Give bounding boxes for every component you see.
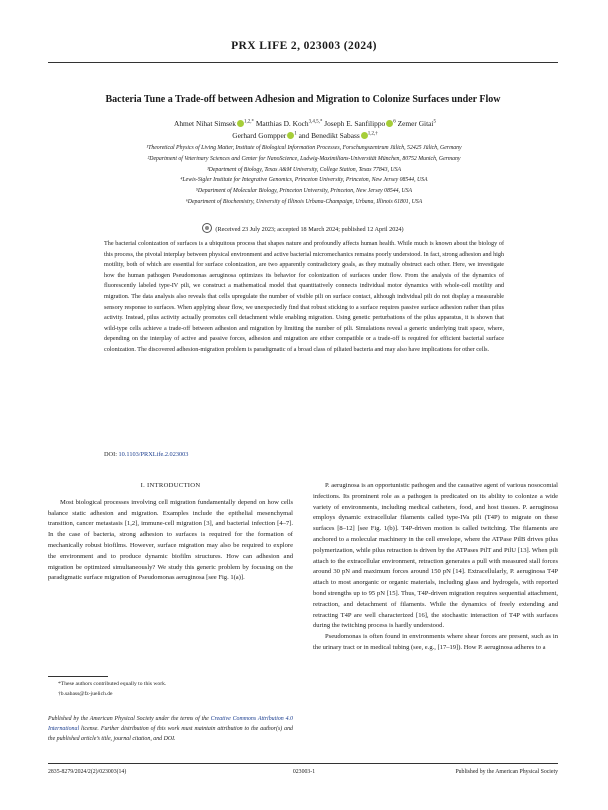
affiliation: ⁵Department of Molecular Biology, Princeton University, Princeton, New Jersey 08544, USA <box>195 188 413 195</box>
author-affil-sup: 6 <box>393 119 396 125</box>
author-affil-sup: 1 <box>294 131 297 137</box>
orcid-icon[interactable] <box>237 120 244 127</box>
license-link[interactable]: Creative Commons Attribution 4.0 International <box>48 716 293 733</box>
doi-link[interactable]: 10.1103/PRXLife.2.023003 <box>118 451 189 458</box>
section-heading: I. INTRODUCTION <box>140 482 201 489</box>
affiliation: ⁴Lewis-Sigler Institute for Integrative Genomics, Princeton University, Princeton, New Jersey 08544, USA <box>180 177 428 184</box>
abstract: The bacterial colonization of surfaces is a ubiquitous process that shapes nature and profoundly affects human health. While much is known about the biology of this process, the pivotal interplay between physical environment and active bacterial micromechanics remains poorly understood. In fact, strong adhesion and high motility, both of which are essential for surface colonization, are two apparently contradictory goals, as they mutually obstruct each other. Here, we investigate how the human pathogen Pseudomonas aeruginosa optimizes its behavior for colonization of surfaces under flow. From the analysis of the dynamics of fluorescently labeled type-IV pili, we construct a mathematical model that quantitatively connects individual motor dynamics with whole-cell motility and migration. The data analysis also reveals that cells upregulate the number of visible pili on surface contact, although individual pili do not display a measurable sensory response to surfaces. When applying shear flow, we unexpectedly find that robust sticking to a surface requires passive surface adhesion rather than pilus activity. Instead, pilus activity actually promotes cell detachment while enabling migration. Using genetic perturbations of the pilus apparatus, it is shown that wild-type cells achieve a trade-off between adhesion and migration by limiting the number of pili. Simulations reveal a generic underlying trait space, where, depending on the interplay of active and passive forces, adhesion and migration are either compatible or a trade-off is required for efficient bacterial surface colonization. The discovered adhesion-migration problem is paradigmatic of a broad class of piliated bacteria and may also have implications for other cells. <box>104 241 504 353</box>
header-rule <box>48 62 558 63</box>
affiliations <box>52 143 556 208</box>
author-list <box>60 118 550 142</box>
author-name[interactable]: Zemer Gitai <box>397 119 434 128</box>
doi-label: DOI: <box>104 451 117 458</box>
footnote: *These authors contributed equally to this work. <box>58 681 167 687</box>
license-post: license. Further distribution of this work must maintain attribution to the author(s) and the published article’s title, journal citation, and DOI. <box>48 726 293 743</box>
footnote[interactable]: †b.sabass@fz-juelich.de <box>58 690 113 697</box>
left-column <box>48 481 293 584</box>
received-text: (Received 23 July 2023; accepted 18 March 2024; published 12 April 2024) <box>215 226 404 233</box>
right-column <box>313 481 558 654</box>
author-affil-sup: 3,4,5,* <box>308 119 323 125</box>
author-name[interactable]: Matthias D. Koch <box>255 119 309 128</box>
received-dates <box>48 223 558 233</box>
affiliation: ³Department of Biology, Texas A&M University, College Station, Texas 77843, USA <box>206 166 402 173</box>
affiliation: ²Department of Veterinary Sciences and Center for NanoScience, Ludwig-Maximilians-Universität München, 80752 Munich, Germany <box>147 155 461 162</box>
journal-header: PRX LIFE 2, 023003 (2024) <box>231 40 377 52</box>
footer-rule <box>48 763 558 764</box>
paragraph: P. aeruginosa is an opportunistic pathogen and the causative agent of various nosocomial infections. Its prominent role as a pathogen is predicated on its ability to colonize a wide variety of environments, including medical catheters, food, and host tissues. P. aeruginosa employs dynamic extracellular filaments called type-IVa pili (T4P) to migrate on these surfaces [8–12] [see Fig. 1(b)]. T4P-driven motion is called twitching. The filaments are anchored to a molecular machinery in the cell envelope, where the ATPase PilB drives pilus polymerization, while pilus retraction is driven by the ATPases PilT and PilU [13]. When pili attach to the extracellular environment, retraction generates a pull with measured stall forces around 30 pN and maximum forces around 150 pN [14]. Extracellularly, P. aeruginosa T4P attach to most anorganic or organic materials, including glass and hydrogels, with reported bond strengths up to 95 pN [15]. Thus, T4P-driven migration requires sequential attachment, retraction, and detachment of filaments. While the dynamics of freely extending and retracting T4P are well characterized [16], the stochastic interaction of T4P with surfaces during the twitching process is hardly understood. <box>313 482 558 630</box>
doi-line <box>104 451 188 458</box>
author-name[interactable]: Ahmet Nihat Simsek <box>174 119 236 128</box>
check-for-updates-icon[interactable] <box>202 223 212 233</box>
page-number: 023003-1 <box>292 769 316 775</box>
paragraph: Most biological processes involving cell migration fundamentally depend on how cells balance static adhesion and migration. Examples include the epithelial mesenchymal transition, cancer metastasis [1,2], immune-cell migration [3], and bacterial infection [4–7]. In the case of bacteria, strong adhesion to surfaces is required for the formation of mechanically robust biofilms. However, surface migration may also be required to explore the environment and to produce dynamic biofilm structures. How can adhesion and migration be optimized simultaneously? We study this generic problem by focusing on the paradigmatic surface migration of Pseudomonas aeruginosa [see Fig. 1(a)]. <box>48 498 293 582</box>
paper-title: Bacteria Tune a Trade-off between Adhesion and Migration to Colonize Surfaces under Flow <box>105 94 501 105</box>
author-affil-sup: 1,2,* <box>244 119 254 125</box>
footnotes <box>48 680 293 699</box>
footnote-rule <box>48 676 108 677</box>
license-note <box>48 714 293 745</box>
author-affil-sup: 1,2,† <box>367 131 378 137</box>
author-name[interactable]: and Benedikt Sabass <box>298 131 360 140</box>
paragraph: Pseudomonas is often found in environments where shear forces are present, such as in the urinary tract or in medical tubing (see, e.g., [17–19]). How P. aeruginosa adheres to a <box>313 633 558 651</box>
author-name[interactable]: Joseph E. Sanfilippo <box>324 119 386 128</box>
author-affil-sup: 5 <box>433 119 436 125</box>
author-name[interactable]: Gerhard Gompper <box>232 131 287 140</box>
affiliation: ¹Theoretical Physics of Living Matter, Institute of Biological Information Processes, Forschungszentrum Jülich, 52425 Jülich, Germany <box>146 145 462 151</box>
footer-publisher: Published by the American Physical Society <box>455 769 558 775</box>
license-pre: Published by the American Physical Society under the terms of the <box>48 716 211 722</box>
footer-issn: 2835-8279/2024/2(2)/023003(14) <box>48 769 127 775</box>
affiliation: ⁶Department of Biochemistry, University of Illinois Urbana-Champaign, Urbana, Illinois 61801, USA <box>185 198 423 205</box>
orcid-icon[interactable] <box>361 132 368 139</box>
